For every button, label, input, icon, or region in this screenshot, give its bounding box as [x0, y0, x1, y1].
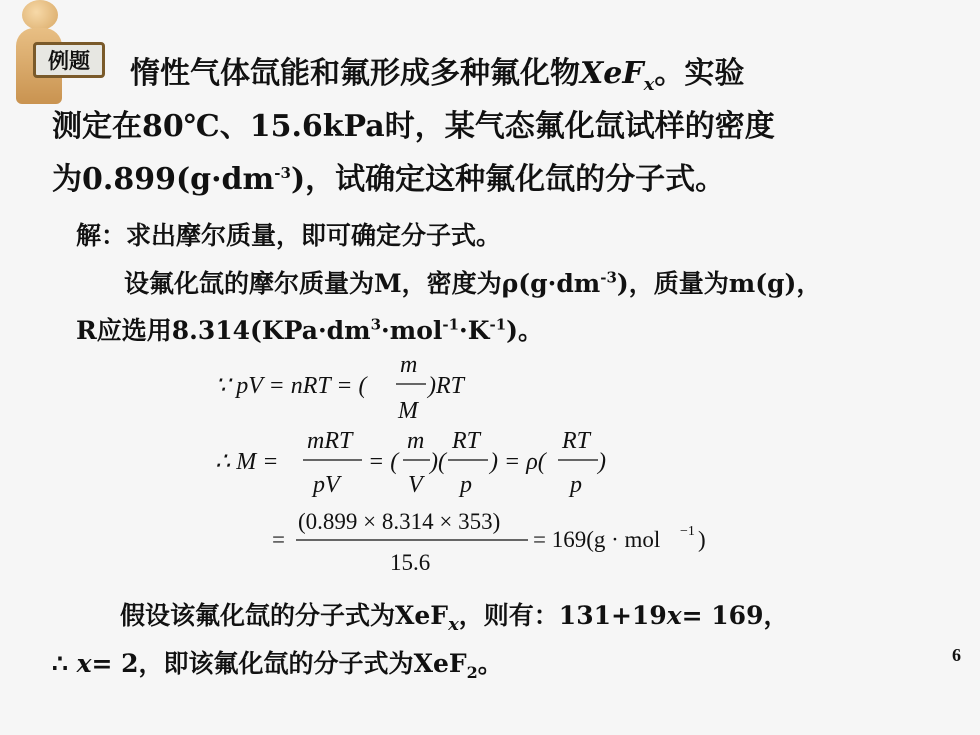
conclusion-line-2 [52, 644, 503, 684]
therefore-symbol: ∴ [52, 649, 77, 678]
problem-text: 测定在80℃、15.6kPa时，某气态氟化氙试样的密度 [52, 109, 775, 144]
superscript: -3 [600, 268, 617, 287]
solution-text: 设氟化氙的摩尔质量为M，密度为ρ(g·dm [124, 269, 601, 298]
eq2-f4-denominator: p [570, 472, 582, 498]
eq3-end: ) [698, 527, 706, 552]
solution-text: ·mol [381, 316, 443, 345]
solution-text: 解：求出摩尔质量，即可确定分子式。 [76, 221, 502, 250]
eq2-f1-numerator: mRT [307, 428, 353, 454]
eq2-f3-denominator: p [460, 472, 472, 498]
problem-text: )，试确定这种氟化氙的分子式。 [290, 162, 726, 197]
conclusion-line-1 [120, 596, 788, 636]
formula: XeF [580, 56, 644, 91]
page-number: 6 [952, 645, 961, 665]
eq2-eq1: = ( [368, 449, 399, 475]
formula-subscript: x [643, 74, 655, 95]
eq2-mid: )( [430, 449, 446, 475]
eq2-f4-numerator: RT [562, 428, 591, 454]
conclusion-text: = 169， [681, 601, 789, 630]
conclusion-text: 假设该氟化氙的分子式为XeF [120, 601, 449, 630]
subscript: 2 [466, 663, 478, 682]
eq1-prefix: ∵ pV = nRT = ( [215, 373, 367, 399]
eq1-denominator: M [398, 398, 418, 424]
conclusion-text: ，则有：131+19 [458, 601, 667, 630]
eq1-suffix: )RT [428, 373, 464, 399]
problem-text: 。实验 [654, 56, 745, 91]
superscript: 3 [370, 315, 382, 334]
variable-x: x [76, 649, 92, 678]
problem-text: 为0.899(g·dm [52, 162, 275, 197]
eq2-f2-numerator: m [407, 428, 425, 454]
eq3-prefix: = [272, 527, 285, 552]
eq3-superscript: −1 [680, 524, 695, 539]
solution-text: )，质量为m(g)， [616, 269, 822, 298]
eq2-eq2: ) = ρ( [490, 449, 546, 475]
problem-text: 惰性气体氙能和氟形成多种氟化物 [130, 56, 580, 91]
superscript: -3 [274, 164, 291, 182]
eq3-denominator: 15.6 [390, 550, 431, 575]
conclusion-text: = 2，即该氟化氙的分子式为XeF [91, 649, 467, 678]
eq2-end: ) [598, 449, 606, 475]
superscript: -1 [489, 315, 507, 334]
solution-text: R应选用8.314(KPa·dm [76, 316, 371, 345]
example-badge-label: 例题 [48, 48, 90, 73]
subscript: x [448, 614, 459, 635]
eq1-numerator: m [400, 352, 418, 378]
eq2-prefix: ∴ M = [215, 449, 279, 475]
solution-text: ·K [459, 316, 490, 345]
conclusion-text: 。 [477, 649, 503, 678]
eq3-numerator: (0.899 × 8.314 × 353) [298, 509, 501, 534]
variable-x: x [666, 601, 682, 630]
superscript: -1 [442, 315, 460, 334]
eq2-f2-denominator: V [408, 472, 423, 498]
eq3-result: = 169(g · mol [533, 527, 661, 552]
eq2-f3-numerator: RT [452, 428, 481, 454]
eq2-f1-denominator: pV [313, 472, 340, 498]
solution-text: )。 [506, 316, 543, 345]
